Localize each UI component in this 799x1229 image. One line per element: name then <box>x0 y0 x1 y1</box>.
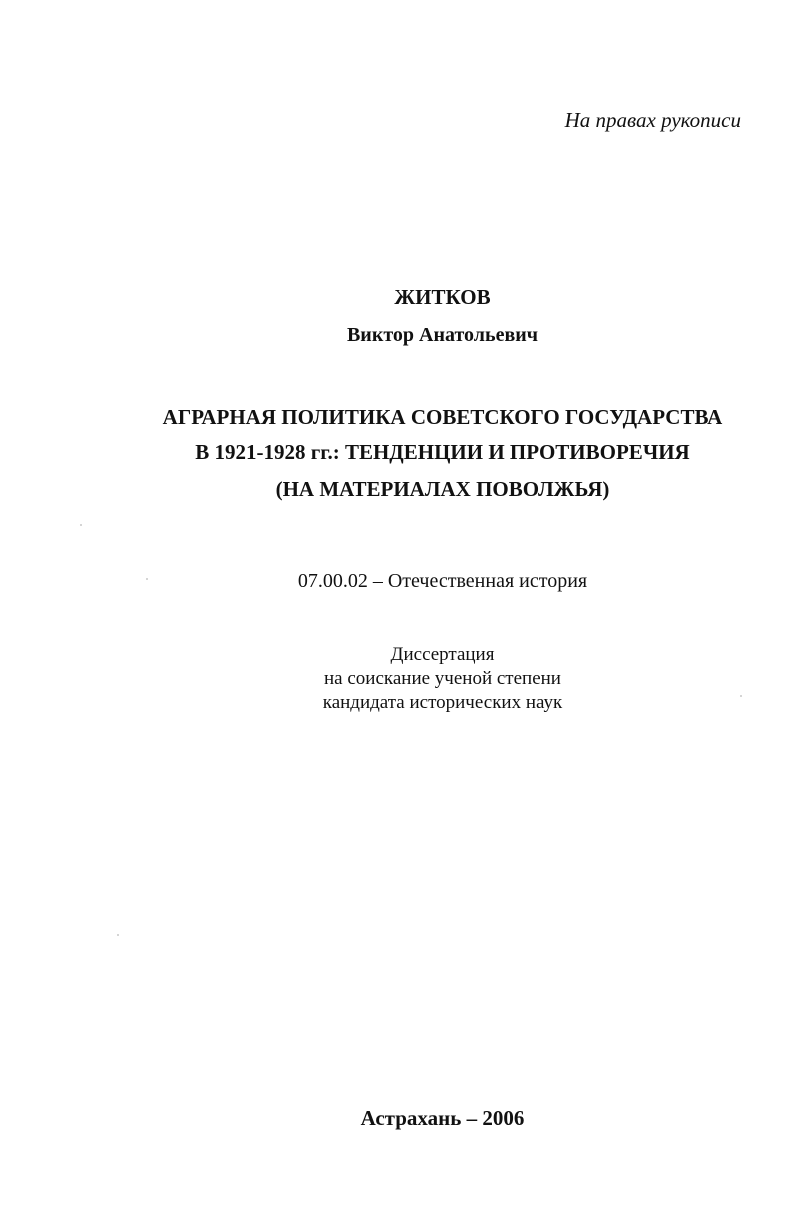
degree-line-1: Диссертация <box>390 644 495 665</box>
scan-speck <box>740 695 742 697</box>
author-surname: ЖИТКОВ <box>394 285 491 309</box>
author-given-names: Виктор Анатольевич <box>346 324 539 346</box>
place-and-year: Астрахань – 2006 <box>360 1106 525 1130</box>
thesis-title-line-3: (НА МАТЕРИАЛАХ ПОВОЛЖЬЯ) <box>275 477 610 501</box>
manuscript-rights-note: На правах рукописи <box>564 108 741 132</box>
specialty-code: 07.00.02 – Отечественная история <box>297 570 588 592</box>
scan-speck <box>146 578 148 580</box>
degree-line-2: на соискание ученой степени <box>324 668 561 689</box>
thesis-title-line-2: В 1921-1928 гг.: ТЕНДЕНЦИИ И ПРОТИВОРЕЧИЯ <box>195 440 690 464</box>
scan-speck <box>80 524 82 526</box>
thesis-title-line-1: АГРАРНАЯ ПОЛИТИКА СОВЕТСКОГО ГОСУДАРСТВА <box>162 405 723 429</box>
degree-line-3: кандидата исторических наук <box>322 692 563 713</box>
scan-speck <box>117 934 119 936</box>
